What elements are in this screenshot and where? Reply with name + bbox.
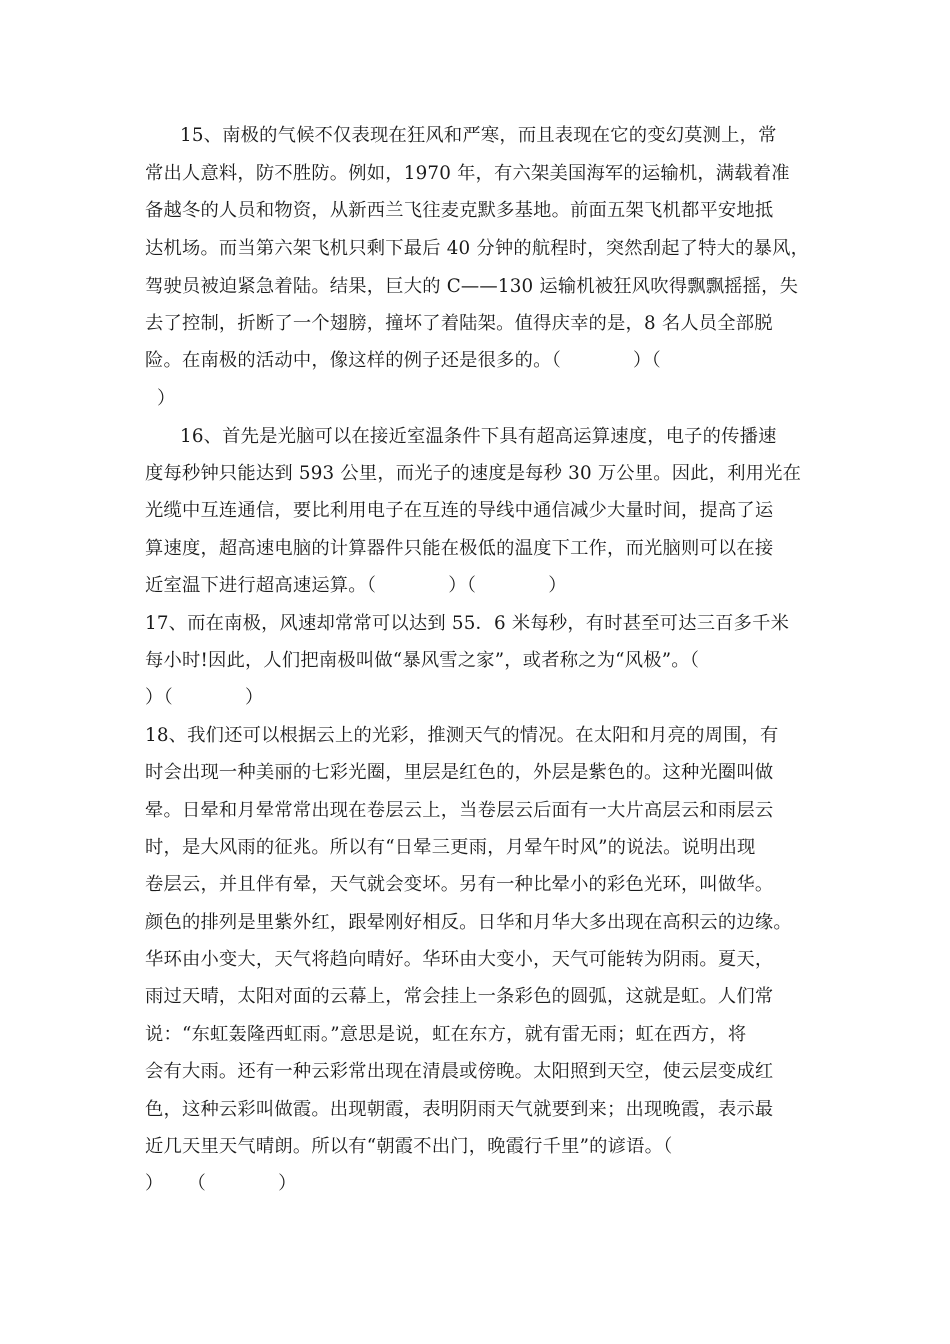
question-18-line-11: 色，这种云彩叫做霞。出现朝霞，表明阴雨天气就要到来；出现晚霞，表示最 xyxy=(145,1099,774,1120)
question-18-line-5: 卷层云，并且伴有晕，天气就会变坏。另有一种比晕小的彩色光环，叫做华。 xyxy=(145,874,774,895)
question-18-line-12: 近几天里天气晴朗。所以有“朝霞不出门，晚霞行千里”的谚语。（ xyxy=(145,1136,673,1157)
question-18-line-13: ） （ ） xyxy=(145,1173,297,1194)
question-18-line-3: 晕。日晕和月晕常常出现在卷层云上，当卷层云后面有一大片高层云和雨层云 xyxy=(145,800,774,821)
question-16-line-5: 近室温下进行超高速运算。（ ）（ ） xyxy=(145,575,567,596)
question-15-line-2: 常出人意料，防不胜防。例如，1970 年，有六架美国海军的运输机，满载着准 xyxy=(145,163,790,184)
question-18-line-1: 18、我们还可以根据云上的光彩，推测天气的情况。在太阳和月亮的周围，有 xyxy=(145,725,779,746)
question-16-line-2: 度每秒钟只能达到 593 公里，而光子的速度是每秒 30 万公里。因此，利用光在 xyxy=(145,463,802,484)
question-16-line-3: 光缆中互连通信，要比利用电子在互连的导线中通信减少大量时间，提高了运 xyxy=(145,500,774,521)
question-18-line-8: 雨过天晴，太阳对面的云幕上，常会挂上一条彩色的圆弧，这就是虹。人们常 xyxy=(145,986,774,1007)
question-17-line-1: 17、而在南极，风速却常常可以达到 55．6 米每秒，有时甚至可达三百多千米 xyxy=(145,613,790,634)
question-15-line-4: 达机场。而当第六架飞机只剩下最后 40 分钟的航程时，突然刮起了特大的暴风， xyxy=(145,238,810,259)
question-15-line-8: ） xyxy=(145,388,176,409)
question-18-line-9: 说：“东虹轰隆西虹雨。”意思是说，虹在东方，就有雷无雨；虹在西方，将 xyxy=(145,1024,747,1045)
question-18-line-6: 颜色的排列是里紫外红，跟晕刚好相反。日华和月华大多出现在高积云的边缘。 xyxy=(145,912,792,933)
question-18-line-7: 华环由小变大，天气将趋向晴好。华环由大变小，天气可能转为阴雨。夏天， xyxy=(145,949,774,970)
question-15-line-6: 去了控制，折断了一个翅膀，撞坏了着陆架。值得庆幸的是，8 名人员全部脱 xyxy=(145,313,773,334)
question-18-line-2: 时会出现一种美丽的七彩光圈，里层是红色的，外层是紫色的。这种光圈叫做 xyxy=(145,762,774,783)
question-15-line-7: 险。在南极的活动中，像这样的例子还是很多的。（ ）（ xyxy=(145,350,661,371)
question-16-line-4: 算速度，超高速电脑的计算器件只能在极低的温度下工作，而光脑则可以在接 xyxy=(145,538,774,559)
question-17-line-3: ）（ ） xyxy=(145,687,264,708)
question-16-line-1: 16、首先是光脑可以在接近室温条件下具有超高运算速度，电子的传播速 xyxy=(180,426,777,447)
question-18-line-10: 会有大雨。还有一种云彩常出现在清晨或傍晚。太阳照到天空，使云层变成红 xyxy=(145,1061,774,1082)
question-15-line-3: 备越冬的人员和物资，从新西兰飞往麦克默多基地。前面五架飞机都平安地抵 xyxy=(145,200,774,221)
question-18-line-4: 时，是大风雨的征兆。所以有“日晕三更雨，月晕午时风”的说法。说明出现 xyxy=(145,837,756,858)
question-15-line-5: 驾驶员被迫紧急着陆。结果，巨大的 C——130 运输机被狂风吹得飘飘摇摇，失 xyxy=(145,276,799,297)
question-15-line-1: 15、南极的气候不仅表现在狂风和严寒，而且表现在它的变幻莫测上，常 xyxy=(180,125,777,146)
question-17-line-2: 每小时!因此，人们把南极叫做“暴风雪之家”，或者称之为“风极”。（ xyxy=(145,650,700,671)
